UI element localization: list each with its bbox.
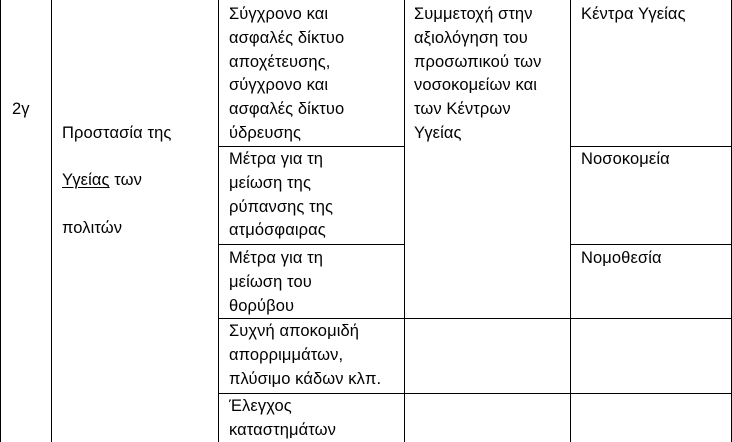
resource-cell-3: Νομοθεσία	[581, 249, 662, 267]
topic-cell	[62, 98, 212, 241]
topic-suffix: των	[109, 171, 142, 190]
measure-cell-1: Σύγχρονο και ασφαλές δίκτυο αποχέτευσης, σύγχρονο και ασφαλές δίκτυο ύδρευσης	[229, 5, 345, 142]
row-divider-measure-2	[218, 244, 405, 245]
participation-cell: Συμμετοχή στην αξιολόγηση του προσωπικού των νοσοκομείων και των Κέντρων Υγείας	[414, 5, 542, 142]
column-divider-2	[218, 0, 219, 442]
table-border-left	[0, 0, 1, 442]
topic-prefix: Προστασία της	[62, 123, 172, 142]
measure-cell-2: Μέτρα για τη μείωση της ρύπανσης της ατμόσφαιρας	[229, 150, 334, 240]
row-divider-full-4	[218, 393, 732, 394]
topic-line-3: πολιτών	[62, 218, 123, 237]
row-divider-resource-1	[570, 146, 732, 147]
row-divider-measure-1	[218, 146, 405, 147]
measure-cell-4: Συχνή αποκομιδή απορριμμάτων, πλύσιμο κάδων κλπ.	[229, 322, 382, 388]
row-divider-resource-2	[570, 244, 732, 245]
column-divider-1	[51, 0, 52, 442]
row-number: 2γ	[12, 100, 30, 118]
measure-cell-3: Μέτρα για τη μείωση του θορύβου	[229, 249, 324, 315]
topic-underlined-word: Υγείας	[62, 171, 110, 190]
resource-cell-1: Κέντρα Υγείας	[581, 5, 686, 23]
measure-cell-5: Έλεγχος καταστημάτων	[229, 397, 336, 439]
resource-cell-2: Νοσοκομεία	[581, 150, 670, 168]
